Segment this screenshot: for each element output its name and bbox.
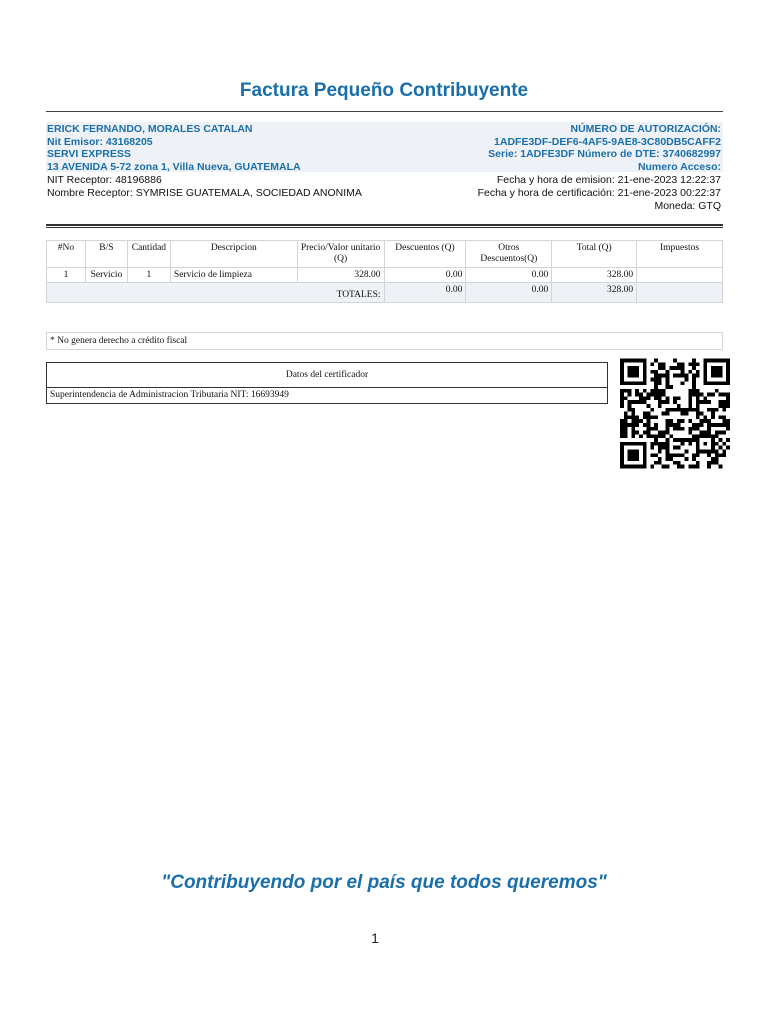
certifier-box [46, 362, 608, 404]
invoice-title: Factura Pequeño Contribuyente [239, 80, 529, 101]
certifier-detail: Superintendencia de Administracion Tributaria NIT: 16693949 [50, 390, 289, 400]
totals-other-discounts: 0.00 [466, 283, 552, 303]
col-header-other-discounts: Otros Descuentos(Q) [466, 241, 552, 268]
totals-taxes [637, 283, 723, 303]
emisor-name: ERICK FERNANDO, MORALES CATALAN [47, 123, 253, 135]
col-header-total: Total (Q) [552, 241, 637, 268]
currency: Moneda: GTQ [654, 200, 721, 212]
col-header-no: #No [47, 241, 86, 268]
certification-date: Fecha y hora de certificación: 21-ene-2023 00:22:37 [477, 187, 721, 199]
page-number: 1 [371, 930, 379, 946]
receptor-block [47, 174, 362, 200]
totals-total: 328.00 [552, 283, 637, 303]
col-header-discounts: Descuentos (Q) [384, 241, 466, 268]
totals-label: TOTALES: [47, 283, 385, 303]
col-header-unit-price: Precio/Valor unitario (Q) [297, 241, 384, 268]
items-table [46, 240, 723, 303]
authorization-number: 1ADFE3DF-DEF6-4AF5-9AE8-3C80DB5CAFF2 [494, 135, 721, 148]
col-header-bs: B/S [85, 241, 127, 268]
cell-bs: Servicio [85, 268, 127, 283]
table-row [47, 268, 723, 283]
dates-block [478, 174, 721, 213]
cell-unit-price: 328.00 [297, 268, 384, 283]
table-header-row [47, 241, 723, 268]
cell-discounts: 0.00 [384, 268, 466, 283]
header-divider [46, 111, 723, 112]
col-header-taxes: Impuestos [637, 241, 723, 268]
access-number: Numero Acceso: [637, 161, 721, 174]
cell-quantity: 1 [127, 268, 170, 283]
col-header-description: Descripcion [170, 241, 297, 268]
cell-taxes [637, 268, 723, 283]
cell-description: Servicio de limpieza [170, 268, 297, 283]
cell-total: 328.00 [552, 268, 637, 283]
cell-no: 1 [47, 268, 86, 283]
cell-other-discounts: 0.00 [466, 268, 552, 283]
footer-slogan: "Contribuyendo por el país que todos queremos" [161, 872, 607, 893]
serie-dte: Serie: 1ADFE3DF Número de DTE: 3740682997 [488, 148, 721, 161]
emisor-address: 13 AVENIDA 5-72 zona 1, Villa Nueva, GUATEMALA [47, 161, 301, 174]
col-header-quantity: Cantidad [127, 241, 170, 268]
totals-row [47, 283, 723, 303]
authorization-block [488, 123, 721, 174]
emisor-block [47, 123, 301, 174]
emisor-trade-name: SERVI EXPRESS [47, 148, 131, 161]
emission-date: Fecha y hora de emision: 21-ene-2023 12:22:37 [496, 174, 721, 186]
section-divider [46, 224, 723, 228]
receptor-name: Nombre Receptor: SYMRISE GUATEMALA, SOCIEDAD ANONIMA [47, 187, 362, 199]
qr-code-icon [620, 356, 730, 471]
authorization-label: NÚMERO DE AUTORIZACIÓN: [570, 123, 721, 135]
certifier-title: Datos del certificador [47, 363, 607, 388]
fiscal-credit-note: * No genera derecho a crédito fiscal [46, 332, 723, 350]
emisor-nit: Nit Emisor: 43168205 [47, 135, 153, 148]
totals-discounts: 0.00 [384, 283, 466, 303]
receptor-nit: NIT Receptor: 48196886 [47, 174, 162, 186]
